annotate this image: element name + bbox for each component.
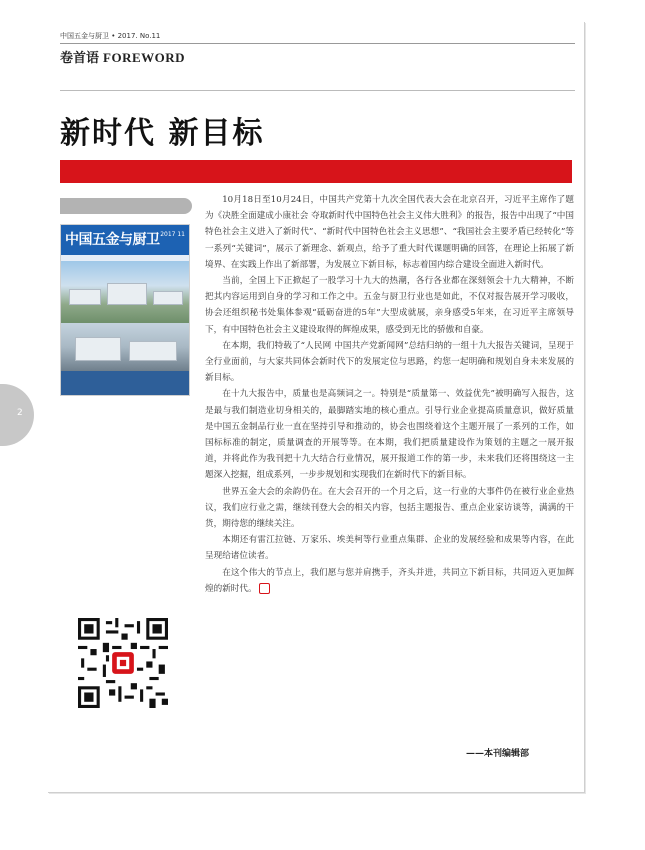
cover-photo-factory xyxy=(61,261,189,323)
headline: 新时代 新目标 xyxy=(60,116,265,151)
cover-building xyxy=(75,337,121,361)
paragraph: 当前，全国上下正掀起了一股学习十九大的热潮，各行各业都在深刻领会十九大精神，不断把其内容运用到自身的学习和工作之中。五金与厨卫行业也是如此，不仅对报告展开学习吸收，协会还组织秘书处集体参观“砥砺奋进的5年”大型成就展，亲身感受5年来，在习近平主席领导下，有中国特色社会主义建设取得的辉煌成果，感受到无比的骄傲和自豪。 xyxy=(205,276,574,335)
grey-tab-decoration xyxy=(60,198,192,214)
section-rule xyxy=(60,90,575,91)
paragraph: 世界五金大会的余韵仍在。在大会召开的一个月之后，这一行业的大事件仍在被行业企业热议，我们应行业之需，继续刊登大会的相关内容，包括主题报告、重点企业家访谈等，满满的干货，期待您的继续关注。 xyxy=(205,486,574,530)
cover-footer xyxy=(61,371,189,395)
section-label-en: FOREWORD xyxy=(103,50,186,65)
foreword-body xyxy=(205,192,574,597)
section-label xyxy=(60,47,185,66)
cover-photo-plant xyxy=(61,323,189,371)
section-label-zh: 卷首语 xyxy=(60,51,100,66)
paragraph: 本期还有雷江拉链、万家乐、埃美柯等行业重点集群、企业的发展经验和成果等内容，在此呈现给诸位读者。 xyxy=(205,535,574,562)
cover-issue: 2017 11 xyxy=(160,231,185,238)
cover-building xyxy=(129,341,177,361)
paragraph: 10月18日至10月24日，中国共产党第十九次全国代表大会在北京召开，习近平主席作了题为《决胜全面建成小康社会 夺取新时代中国特色社会主义伟大胜利》的报告，报告中出现了“中国特色社会主义进入了新时代”、“新时代中国特色社会主义思想”、“我国社会主要矛盾已经转化”等一系列“关键词”，展示了新理念、新观点，给予了重大时代课题明确的回答，在理论上拓展了新境界、在实践上作出了新部署，为发展立下新目标，标志着国内综合建设全面进入新时代。 xyxy=(205,195,575,270)
magazine-cover-image xyxy=(60,224,190,396)
cover-building xyxy=(107,283,147,305)
red-banner-bar xyxy=(60,160,572,183)
running-head: 中国五金与厨卫 • 2017. No.11 xyxy=(60,32,161,40)
qr-code-image xyxy=(78,618,168,708)
paragraph-text: 在这个伟大的节点上，我们愿与您并肩携手，齐头并进，共同立下新目标，共同迈入更加辉煌的新时代。 xyxy=(205,567,574,594)
paragraph: 在十九大报告中，质量也是高频词之一。特别是“质量第一、效益优先”被明确写入报告，这是最与我们制造业切身相关的，最脚踏实地的核心重点。引导行业企业提高质量意识，做好质量是中国五金制品行业一直在坚持引导和推动的，协会也围绕着这个主题开展了一系列的工作，如国标标准的制定，质量调查的开展等等。在本期，我们把质量建设作为策划的主题之一展开报道，并将此作为我刊把十九大结合行业情况，展开报道工作的第一步，未来我们还将围绕这一主题深入挖掘，组成系列，一步步规划和实现我们在新时代下的新目标。 xyxy=(205,389,574,481)
cover-building xyxy=(153,291,183,305)
cover-title: 中国五金与厨卫 xyxy=(65,232,160,248)
page-number: 2 xyxy=(17,408,23,418)
header-rule xyxy=(60,43,575,44)
signature: ——本刊编辑部 xyxy=(466,749,530,759)
cover-building xyxy=(69,289,101,305)
end-mark-icon xyxy=(259,583,270,594)
paragraph-last xyxy=(205,565,574,597)
paragraph: 在本期，我们特载了“人民网 中国共产党新闻网”总结归纳的一组十九大报告关键词，呈现于全行业面前，与大家共同体会新时代下的发展定位与思路，约您一起明确和规划自身未来发展的新目标。 xyxy=(205,340,574,384)
